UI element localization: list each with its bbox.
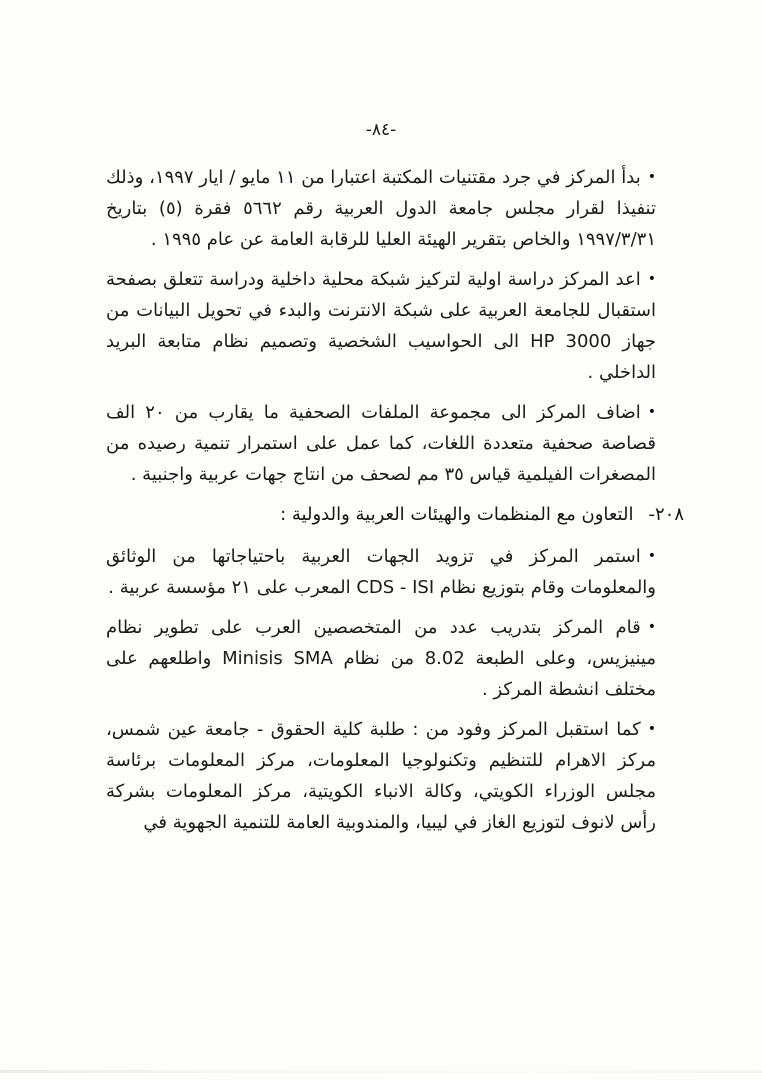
bullet-marker: • [647, 271, 656, 287]
document-body [106, 162, 684, 847]
bullet-marker: • [647, 548, 656, 564]
scan-edge-artifact [0, 1070, 762, 1073]
section-heading [106, 499, 684, 530]
paragraph-text: اضاف المركز الى مجموعة الملفات الصحفية ما يقارب من ٢٠ الف قصاصة صحفية متعددة اللغات، كما عمل على استمرار تنمية رصيده من المصغرات الفيلمية قياس ٣٥ مم لصحف من انتاج جهات عربية واجنبية . [106, 402, 656, 485]
paragraph-text: استمر المركز في تزويد الجهات العربية باحتياجاتها من الوثائق والمعلومات وقام بتوزيع نظام CDS - ISI المعرب على ٢١ مؤسسة عربية . [106, 546, 656, 598]
bullet-marker: • [647, 169, 656, 185]
bullet-marker: • [647, 721, 656, 737]
bullet-item [106, 612, 656, 705]
page-number: -٨٤- [365, 120, 397, 140]
section-title: التعاون مع المنظمات والهيئات العربية والدولية : [280, 504, 634, 525]
bullet-item [106, 397, 656, 490]
paragraph-text: بدأ المركز في جرد مقتنيات المكتبة اعتبارا من ١١ مايو / ايار ١٩٩٧، وذلك تنفيذا لقرار مجلس جامعة الدول العربية رقم ٥٦٦٢ فقرة (٥) بتاريخ ١٩٩٧/٣/٣١ والخاص بتقرير الهيئة العليا للرقابة العامة عن عام ١٩٩٥ . [106, 167, 656, 250]
bullet-marker: • [647, 619, 656, 635]
paragraph-text: قام المركز بتدريب عدد من المتخصصين العرب على تطوير نظام مينيزيس، وعلى الطبعة 8.02 من نظام Minisis SMA واطلعهم على مختلف انشطة المركز . [106, 617, 656, 700]
paragraph-text: اعد المركز دراسة اولية لتركيز شبكة محلية داخلية ودراسة تتعلق بصفحة استقبال للجامعة العربية على شبكة الانترنت والبدء في تحويل البيانات من جهاز HP 3000 الى الحواسيب الشخصية وتصميم نظام متابعة البريد الداخلي . [106, 269, 657, 383]
bullet-item [106, 541, 656, 603]
bullet-item [106, 264, 656, 388]
bullet-item [106, 162, 656, 255]
bullet-item [106, 714, 656, 838]
paragraph-text: كما استقبل المركز وفود من : طلبة كلية الحقوق - جامعة عين شمس، مركز الاهرام للتنظيم وتكنولوجيا المعلومات، مركز المعلومات برئاسة مجلس الوزراء الكويتي، وكالة الانباء الكويتية، مركز المعلومات بشركة رأس لانوف لتوزيع الغاز في ليبيا، والمندوبية العامة للتنمية الجهوية في [106, 719, 656, 833]
bullet-marker: • [647, 404, 657, 420]
section-number: ٢٠٨- [648, 504, 684, 525]
